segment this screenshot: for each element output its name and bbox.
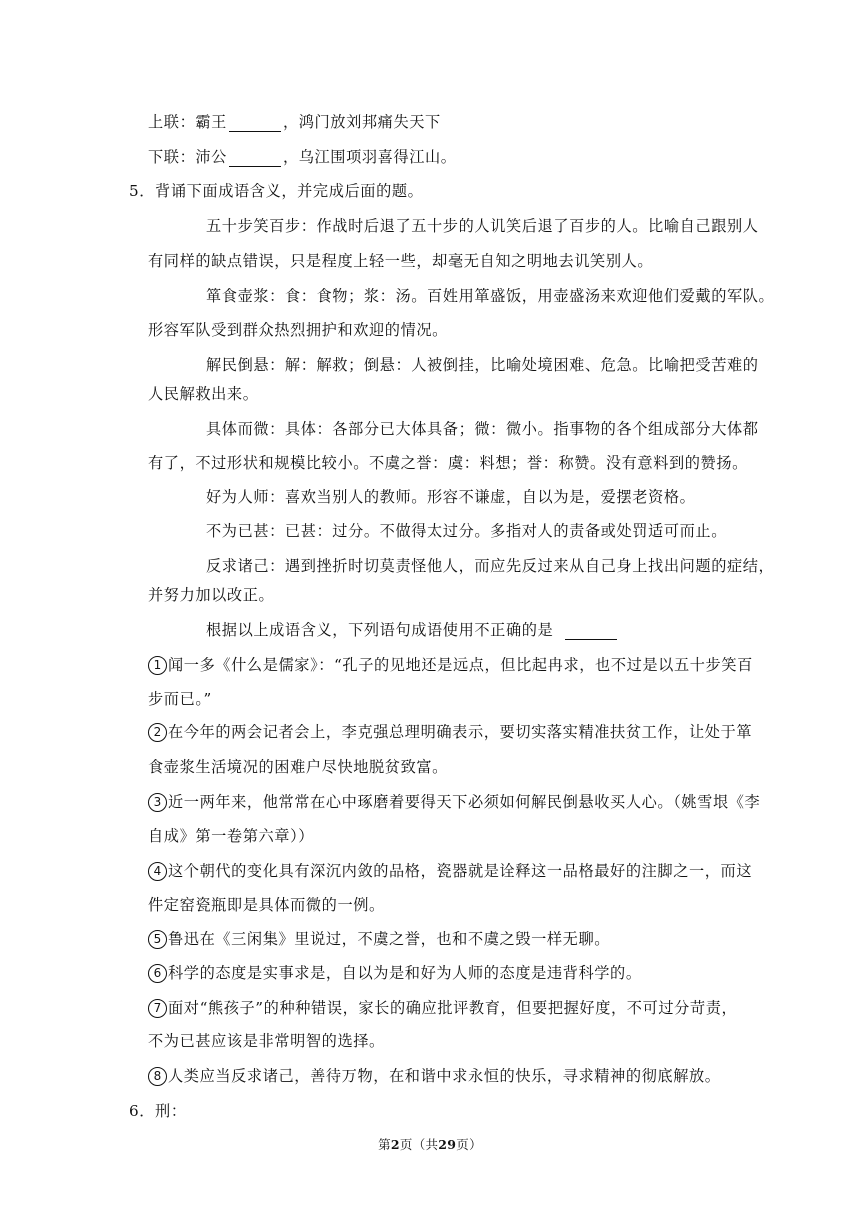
option-text-continued: 件定窑瓷瓶即是具体而微的一例。 [148, 896, 385, 914]
circled-number: 1 [148, 656, 167, 675]
question-6-heading: 6．刑： [129, 1102, 187, 1120]
couplet-lower-end: ，乌江围项羽喜得江山。 [282, 148, 457, 166]
option-item [0, 998, 860, 1018]
answer-blank [565, 621, 617, 640]
idiom-definition: 好为人师：喜欢当别人的教师。形容不谦虚，自以为是，爱摆老资格。 [206, 488, 696, 506]
answer-blank [229, 148, 281, 167]
idiom-definition: 并努力加以改正。 [148, 586, 275, 604]
answer-blank [229, 113, 281, 132]
circled-number: 5 [148, 930, 167, 949]
idiom-definition: 不为已甚：已甚：过分。不做得太过分。多指对人的责备或处罚适可而止。 [206, 522, 727, 540]
idiom-definition: 具体而微：具体：各部分已大体具备；微：微小。指事物的各个组成部分大体都 [206, 420, 759, 438]
page-number: 2 [390, 1137, 400, 1152]
idiom-definition: 有了，不过形状和规模比较小。不虞之誉：虞：料想；誉：称赞。没有意料到的赞扬。 [148, 454, 748, 472]
circled-number: 7 [148, 999, 167, 1018]
couplet-upper [0, 112, 860, 132]
option-text: 鲁迅在《三闲集》里说过，不虞之誉，也和不虞之毁一样无聊。 [168, 930, 611, 948]
option-text: 科学的态度是实事求是，自以为是和好为人师的态度是违背科学的。 [168, 964, 642, 982]
idiom-definition: 解民倒悬：解：解救；倒悬：人被倒挂，比喻处境困难、危急。比喻把受苦难的 [206, 356, 759, 374]
idiom-definition: 五十步笑百步：作战时后退了五十步的人讥笑后退了百步的人。比喻自己跟别人 [206, 217, 759, 235]
idiom-definition: 形容军队受到群众热烈拥护和欢迎的情况。 [148, 321, 448, 339]
option-text: 在今年的两会记者会上，李克强总理明确表示，要切实落实精准扶贫工作，让处于箪 [168, 723, 753, 741]
option-text: 人类应当反求诸己，善待万物，在和谐中求永恒的快乐，寻求精神的彻底解放。 [168, 1067, 721, 1085]
circled-number: 4 [148, 862, 167, 881]
option-text-continued: 食壶浆生活境况的困难户尽快地脱贫致富。 [148, 758, 448, 776]
option-item [0, 861, 860, 881]
question-prompt-text: 根据以上成语含义，下列语句成语使用不正确的是 [206, 621, 554, 639]
idiom-definition: 反求诸己：遇到挫折时切莫责怪他人，而应先反过来从自己身上找出问题的症结， [206, 557, 775, 575]
circled-number: 8 [148, 1067, 167, 1086]
option-text-continued: 步而已。” [148, 690, 212, 708]
couplet-upper-start: 上联：霸王 [148, 113, 227, 131]
couplet-upper-end: ，鸿门放刘邦痛失天下 [282, 113, 441, 131]
footer-suffix: 页） [456, 1137, 482, 1152]
idiom-definition: 箪食壶浆：食：食物；浆：汤。百姓用箪盛饭，用壶盛汤来欢迎他们爱戴的军队。 [206, 287, 775, 305]
option-item [0, 655, 860, 675]
option-item [0, 722, 860, 742]
footer-middle: 页（共 [399, 1137, 439, 1152]
idiom-definition: 有同样的缺点错误，只是程度上轻一些，却毫无自知之明地去讥笑别人。 [148, 252, 654, 270]
option-item [0, 792, 860, 812]
option-item [0, 963, 860, 983]
option-item [0, 929, 860, 949]
footer-prefix: 第 [378, 1137, 391, 1152]
couplet-lower [0, 147, 860, 167]
question-prompt [0, 620, 860, 640]
couplet-lower-start: 下联：沛公 [148, 148, 227, 166]
circled-number: 3 [148, 793, 167, 812]
option-text-continued: 不为已甚应该是非常明智的选择。 [148, 1032, 385, 1050]
option-text: 面对“熊孩子”的种种错误，家长的确应批评教育，但要把握好度，不可过分苛责， [168, 999, 738, 1017]
circled-number: 6 [148, 964, 167, 983]
option-item [0, 1066, 860, 1086]
question-5-heading: 5．背诵下面成语含义，并完成后面的题。 [129, 182, 424, 200]
option-text: 这个朝代的变化具有深沉内敛的品格，瓷器就是诠释这一品格最好的注脚之一，而这 [168, 862, 753, 880]
option-text-continued: 自成》第一卷第六章）） [148, 827, 315, 845]
circled-number: 2 [148, 723, 167, 742]
page-footer [0, 1137, 860, 1153]
idiom-definition: 人民解救出来。 [148, 385, 259, 403]
total-pages: 29 [438, 1137, 457, 1152]
option-text: 近一两年来，他常常在心中琢磨着要得天下必须如何解民倒悬收买人心。（姚雪垠《李 [168, 793, 761, 811]
option-text: 闻一多《什么是儒家》：“孔子的见地还是远点，但比起冉求，也不过是以五十步笑百 [168, 656, 753, 674]
